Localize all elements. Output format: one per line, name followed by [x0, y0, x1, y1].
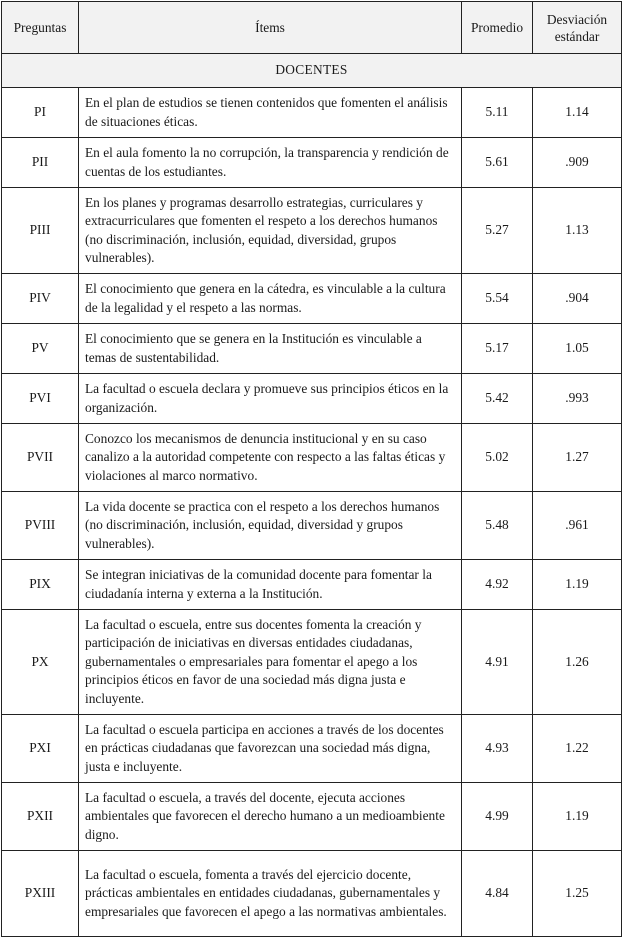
row-item: Se integran iniciativas de la comunidad docente para fomentar la ciudadanía interna y externa a la Institución. [79, 560, 462, 610]
table-row [2, 188, 622, 274]
table-row [2, 88, 622, 138]
header-row [2, 2, 622, 54]
row-mean: 5.02 [462, 424, 533, 492]
table-row [2, 274, 622, 324]
row-sd: 1.14 [533, 88, 622, 138]
table-row [2, 715, 622, 783]
row-mean: 5.11 [462, 88, 533, 138]
row-code: PXII [2, 783, 79, 851]
table-row [2, 374, 622, 424]
row-sd: 1.05 [533, 324, 622, 374]
row-sd: .909 [533, 138, 622, 188]
row-code: PXIII [2, 851, 79, 937]
row-mean: 4.99 [462, 783, 533, 851]
row-code: PIX [2, 560, 79, 610]
row-mean: 5.17 [462, 324, 533, 374]
table-row [2, 851, 622, 937]
row-code: PX [2, 610, 79, 715]
row-mean: 5.27 [462, 188, 533, 274]
row-sd: .993 [533, 374, 622, 424]
row-item: La facultad o escuela, entre sus docentes fomenta la creación y participación de iniciativas en diversas entidades ciudadanas, gubernamentales o empresariales para fomentar el apego a los principios éticos en favor de una sociedad más digna justa e incluyente. [79, 610, 462, 715]
row-item: La facultad o escuela declara y promueve sus principios éticos en la organización. [79, 374, 462, 424]
section-title: DOCENTES [2, 54, 622, 88]
table-row [2, 324, 622, 374]
row-code: PII [2, 138, 79, 188]
header-promedio: Promedio [462, 2, 533, 54]
table-row [2, 138, 622, 188]
row-code: PV [2, 324, 79, 374]
row-code: PXI [2, 715, 79, 783]
row-code: PVIII [2, 492, 79, 560]
row-code: PVII [2, 424, 79, 492]
row-item: El conocimiento que genera en la cátedra, es vinculable a la cultura de la legalidad y el respeto a las normas. [79, 274, 462, 324]
row-mean: 5.48 [462, 492, 533, 560]
row-mean: 4.93 [462, 715, 533, 783]
header-desviacion: Desviación estándar [533, 2, 622, 54]
row-code: PIV [2, 274, 79, 324]
row-sd: 1.13 [533, 188, 622, 274]
row-item: Conozco los mecanismos de denuncia institucional y en su caso canalizo a la autoridad competente con respecto a las faltas éticas y violaciones al marco normativo. [79, 424, 462, 492]
row-sd: 1.27 [533, 424, 622, 492]
table-row [2, 424, 622, 492]
row-code: PVI [2, 374, 79, 424]
header-items: Ítems [79, 2, 462, 54]
row-sd: .961 [533, 492, 622, 560]
row-sd: 1.22 [533, 715, 622, 783]
row-mean: 4.92 [462, 560, 533, 610]
table-row [2, 610, 622, 715]
row-item: La facultad o escuela participa en acciones a través de los docentes en prácticas ciudadanas que favorezcan una sociedad más digna, justa e incluyente. [79, 715, 462, 783]
row-sd: 1.25 [533, 851, 622, 937]
row-item: La facultad o escuela, fomenta a través del ejercicio docente, prácticas ambientales en entidades ciudadanas, gubernamentales y empresariales que favorecen el apego a las normativas ambientales. [79, 851, 462, 937]
row-mean: 5.42 [462, 374, 533, 424]
results-table [1, 1, 622, 937]
table-row [2, 783, 622, 851]
header-preguntas: Preguntas [2, 2, 79, 54]
row-item: La facultad o escuela, a través del docente, ejecuta acciones ambientales que favorecen el derecho humano a un medioambiente digno. [79, 783, 462, 851]
table-row [2, 492, 622, 560]
row-sd: 1.19 [533, 783, 622, 851]
row-mean: 5.54 [462, 274, 533, 324]
row-item: El conocimiento que se genera en la Institución es vinculable a temas de sustentabilidad. [79, 324, 462, 374]
row-code: PIII [2, 188, 79, 274]
row-item: En los planes y programas desarrollo estrategias, curriculares y extracurriculares que fomenten el respeto a los derechos humanos (no discriminación, inclusión, equidad, diversidad, grupos vulnerables). [79, 188, 462, 274]
row-code: PI [2, 88, 79, 138]
row-mean: 5.61 [462, 138, 533, 188]
row-mean: 4.91 [462, 610, 533, 715]
row-item: La vida docente se practica con el respeto a los derechos humanos (no discriminación, inclusión, equidad, diversidad y grupos vulnerables). [79, 492, 462, 560]
table-row [2, 560, 622, 610]
row-sd: 1.19 [533, 560, 622, 610]
row-item: En el plan de estudios se tienen contenidos que fomenten el análisis de situaciones éticas. [79, 88, 462, 138]
section-row [2, 54, 622, 88]
row-mean: 4.84 [462, 851, 533, 937]
row-sd: 1.26 [533, 610, 622, 715]
row-sd: .904 [533, 274, 622, 324]
row-item: En el aula fomento la no corrupción, la transparencia y rendición de cuentas de los estudiantes. [79, 138, 462, 188]
